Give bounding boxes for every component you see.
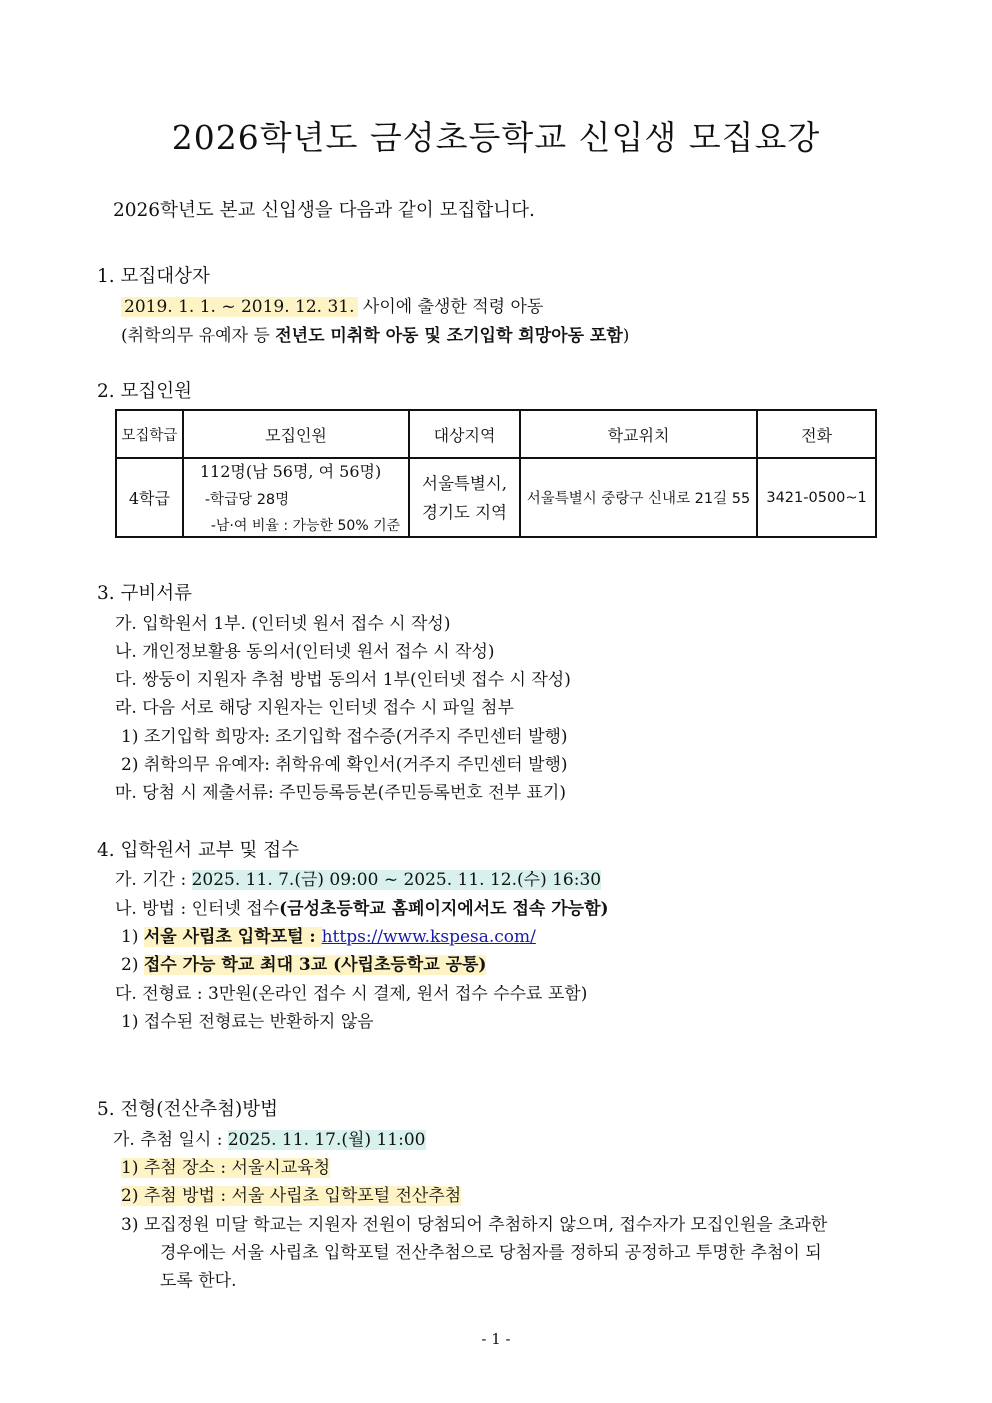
section-1-heading: 1. 모집대상자 (97, 266, 210, 287)
intro-text: 2026학년도 본교 신입생을 다음과 같이 모집합니다. (113, 200, 535, 221)
fee-note: 1) 접수된 전형료는 반환하지 않음 (121, 1012, 374, 1032)
apply-method-label: 나. 방법 : 인터넷 접수 (115, 899, 280, 919)
section-1-line-2-pre: (취학의무 유예자 등 (121, 326, 276, 346)
apply-period-label: 가. 기간 : (115, 870, 192, 890)
section-3-heading: 3. 구비서류 (97, 583, 193, 604)
cell-region (409, 458, 520, 537)
section-2-heading: 2. 모집인원 (97, 381, 193, 402)
portal-label: 서울 사립초 입학포털 : (143, 927, 322, 947)
draw-method-text: 2) 추첨 방법 : 서울 사립초 입학포털 전산추첨 (121, 1186, 462, 1206)
apply-method-note: (금성초등학교 홈페이지에서도 접속 가능함) (279, 899, 609, 919)
apply-method (115, 894, 609, 919)
doc-item-da: 다. 쌍둥이 지원자 추첨 방법 동의서 1부(인터넷 접수 시 작성) (115, 670, 571, 690)
birth-date-desc: 사이에 출생한 적령 아동 (357, 297, 544, 317)
people-gender-ratio: -남·여 비율 : 가능한 50% 기준 (210, 518, 401, 534)
cell-phone: 3421-0500~1 (757, 458, 876, 537)
table-row (116, 458, 876, 537)
doc-item-ga: 가. 입학원서 1부. (인터넷 원서 접수 시 작성) (115, 614, 451, 634)
apply-period (115, 865, 601, 890)
recruit-table (115, 409, 877, 538)
draw-date (113, 1125, 426, 1150)
draw-note-line-1: 3) 모집정원 미달 학교는 지원자 전원이 당첨되어 추첨하지 않으며, 접수자가 모집인원을 초과한 (121, 1215, 828, 1235)
portal-link[interactable]: https://www.kspesa.com/ (321, 927, 536, 947)
cell-location: 서울특별시 중랑구 신내로 21길 55 (520, 458, 757, 537)
doc-item-ra: 라. 다음 서로 해당 지원자는 인터넷 접수 시 파일 첨부 (115, 698, 514, 718)
section-1-line-2-bold: 전년도 미취학 아동 및 조기입학 희망아동 포함 (275, 326, 623, 346)
draw-place-text: 1) 추첨 장소 : 서울시교육청 (121, 1158, 331, 1178)
cell-people (183, 458, 409, 537)
header-classes: 모집학급 (116, 410, 183, 458)
draw-date-label: 가. 추첨 일시 : (113, 1130, 228, 1150)
portal-num: 1) (121, 927, 144, 947)
portal-line (121, 922, 536, 947)
draw-date-value: 2025. 11. 17.(월) 11:00 (227, 1130, 426, 1150)
doc-item-na: 나. 개인정보활용 동의서(인터넷 원서 접수 시 작성) (115, 642, 495, 662)
section-1-line-2 (121, 321, 629, 346)
section-1-line-1 (121, 292, 543, 317)
draw-method (121, 1181, 461, 1206)
max-school-line (121, 950, 486, 975)
header-region: 대상지역 (409, 410, 520, 458)
section-1-line-2-post: ) (622, 326, 630, 346)
header-phone: 전화 (757, 410, 876, 458)
section-5-heading: 5. 전형(전산추첨)방법 (97, 1099, 278, 1120)
doc-item-ra-2: 2) 취학의무 유예자: 취학유예 확인서(거주지 주민센터 발행) (121, 755, 568, 775)
table-header-row (116, 410, 876, 458)
apply-period-value: 2025. 11. 7.(금) 09:00 ~ 2025. 11. 12.(수) 16:30 (191, 870, 602, 890)
region-line-2: 경기도 지역 (422, 502, 507, 522)
document-title: 2026학년도 금성초등학교 신입생 모집요강 (171, 118, 821, 157)
people-main: 112명(남 56명, 여 56명) (199, 462, 382, 481)
section-4-heading: 4. 입학원서 교부 및 접수 (97, 840, 300, 861)
birth-date-range: 2019. 1. 1. ~ 2019. 12. 31. (121, 297, 358, 317)
cell-classes: 4학급 (116, 458, 183, 537)
header-location: 학교위치 (520, 410, 757, 458)
people-per-class: -학급당 28명 (204, 492, 290, 508)
header-people: 모집인원 (183, 410, 409, 458)
draw-note-line-3: 도록 한다. (160, 1271, 237, 1291)
max-school-text: 접수 가능 학교 최대 3교 (사립초등학교 공통) (143, 955, 487, 975)
doc-item-ma: 마. 당첨 시 제출서류: 주민등록등본(주민등록번호 전부 표기) (115, 783, 566, 803)
doc-item-ra-1: 1) 조기입학 희망자: 조기입학 접수증(거주지 주민센터 발행) (121, 727, 568, 747)
region-line-1: 서울특별시, (422, 473, 507, 493)
draw-note-line-2: 경우에는 서울 사립초 입학포털 전산추첨으로 당첨자를 정하되 공정하고 투명한 추첨이 되 (160, 1243, 822, 1263)
fee-line: 다. 전형료 : 3만원(온라인 접수 시 결제, 원서 접수 수수료 포함) (115, 984, 588, 1004)
draw-place (121, 1153, 330, 1178)
page-number: - 1 - (481, 1330, 511, 1348)
max-school-num: 2) (121, 955, 144, 975)
